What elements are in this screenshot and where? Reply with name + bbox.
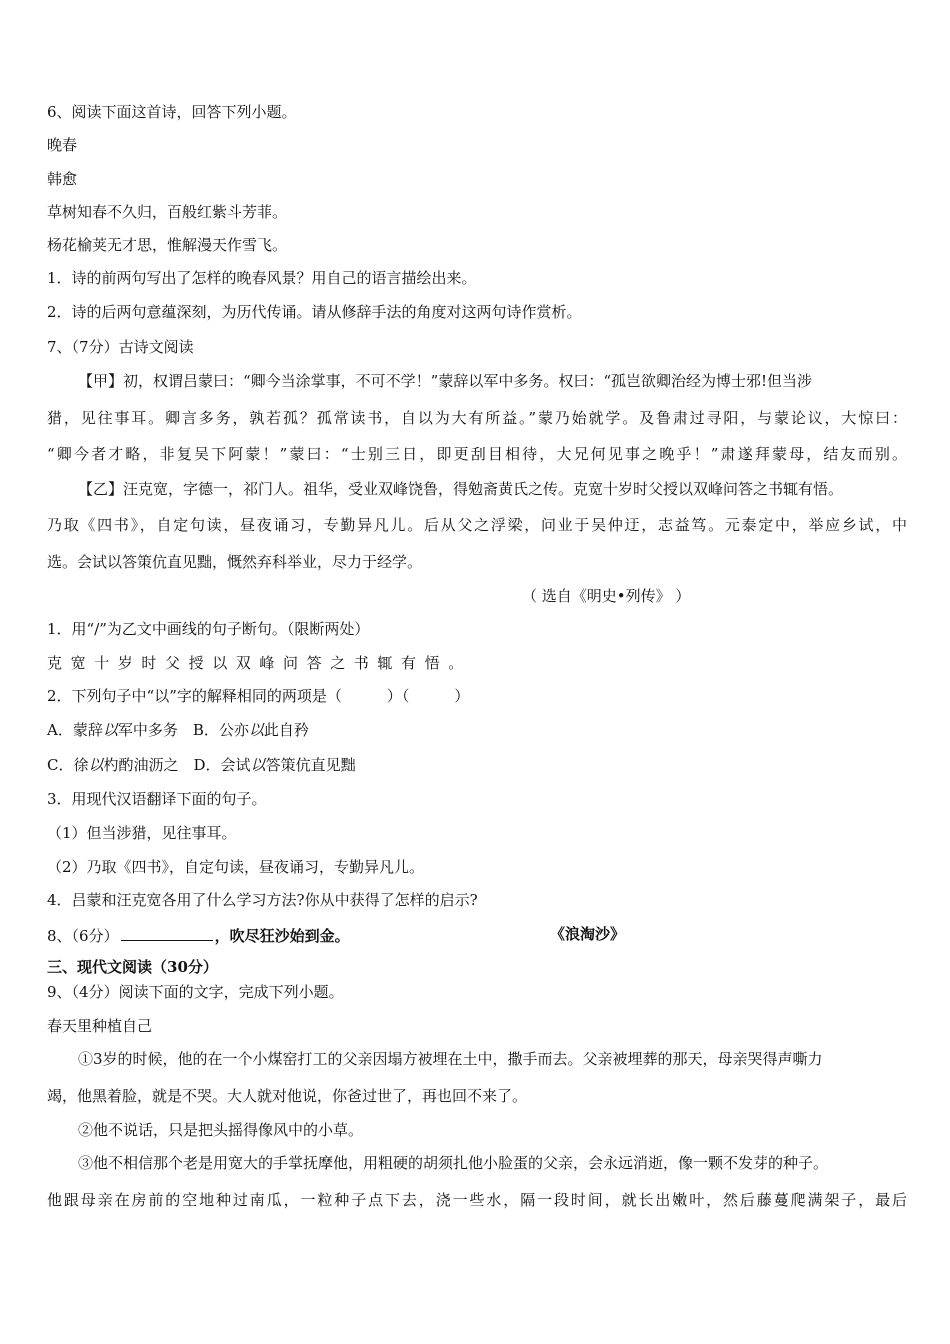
q7-jia-line-1: 【甲】初，权谓吕蒙曰：“卿今当涂掌事，不可不学！”蒙辞以军中多务。权曰：“孤岂欲卿治经为博士邪!但当涉: [78, 372, 813, 390]
q7-sub3-2: （2）乃取《四书》，自定句读，昼夜诵习，专勤异凡儿。: [47, 858, 425, 876]
section3-heading: 三、现代文阅读（30分）: [47, 958, 218, 976]
option-b-post: 此自矜: [263, 721, 309, 739]
q9-p3-line-1: ③他不相信那个老是用宽大的手掌抚摩他，用粗硬的胡须扎他小脸蛋的父亲，会永远消逝，像一颗不发芽的种子。: [78, 1154, 829, 1172]
option-b-em: 以: [248, 721, 264, 739]
q6-sub1: 1．诗的前两句写出了怎样的晚春风景？用自己的语言描绘出来。: [47, 269, 477, 287]
option-a-pre: A．蒙辞: [47, 721, 103, 739]
q8-line: [47, 924, 907, 946]
q9-p3-line-2: 他跟母亲在房前的空地种过南瓜，一粒种子点下去，浇一些水，隔一段时间，就长出嫩叶，然后藤蔓爬满架子，最后: [47, 1191, 907, 1209]
q9-prompt: 9、（4分）阅读下面的文字，完成下列小题。: [47, 983, 344, 1001]
option-c-post: 杓酌油沥之: [103, 756, 194, 774]
option-d-em: 以: [250, 756, 266, 774]
q7-sub3-1: （1）但当涉猎，见往事耳。: [47, 824, 237, 842]
q7-sub3: 3．用现代汉语翻译下面的句子。: [47, 790, 267, 808]
q9-p1-line-1: ①3岁的时候，他的在一个小煤窑打工的父亲因塌方被埋在土中，撒手而去。父亲被埋葬的那天，母亲哭得声嘶力: [78, 1050, 823, 1068]
q7-sub1-sentence: 克宽十岁时父授以双峰问答之书辄有悟。: [47, 654, 472, 672]
q8-text: ，吹尽狂沙始到金。: [214, 927, 350, 945]
q9-p2: ②他不说话，只是把头摇得像风中的小草。: [78, 1121, 364, 1139]
poem-author: 韩愈: [47, 170, 78, 188]
article-title: 春天里种植自己: [47, 1017, 153, 1035]
q6-prompt: 6、阅读下面这首诗，回答下列小题。: [47, 103, 297, 121]
q8-prefix: 8、（6分）: [47, 927, 119, 945]
q7-jia-line-3: “卿今者才略，非复吴下阿蒙！”蒙曰：“士别三日，即更刮目相待，大兄何见事之晚乎！”肃遂拜蒙母，结友而别。: [47, 445, 907, 463]
q7-options-cd: [47, 755, 356, 775]
q7-sub1: 1．用“/”为乙文中画线的句子断句。（限断两处）: [47, 620, 370, 638]
poem-line-2: 杨花榆荚无才思，惟解漫天作雪飞。: [47, 236, 288, 254]
q7-options-ab: [47, 720, 309, 740]
option-c-em: 以: [88, 756, 104, 774]
option-b-pre: B．公亦: [192, 721, 249, 739]
q8-title: 《浪淘沙》: [550, 925, 626, 943]
option-a-em: 以: [102, 721, 118, 739]
q7-sub2: 2．下列句子中“以”字的解释相同的两项是（ ）（ ）: [47, 687, 470, 705]
option-c-pre: C．徐: [47, 756, 89, 774]
q7-yi-line-2: 乃取《四书》，自定句读，昼夜诵习，专勤异凡儿。后从父之浮梁，问业于吴仲迂，志益笃。元泰定中，举应乡试，中: [47, 516, 907, 534]
q7-jia-line-2: 猎，见往事耳。卿言多务，孰若孤？孤常读书，自以为大有所益。”蒙乃始就学。及鲁肃过寻阳，与蒙论议，大惊曰：: [47, 409, 907, 427]
q7-yi-line-3: 选。会试以答策伉直见黜，慨然弃科举业，尽力于经学。: [47, 553, 423, 571]
q7-source: （ 选自《明史•列传》 ）: [522, 587, 691, 605]
q8-blank[interactable]: [121, 924, 213, 941]
q7-sub4: 4．吕蒙和汪克宽各用了什么学习方法?你从中获得了怎样的启示?: [47, 891, 478, 909]
q7-prompt: 7、（7分）古诗文阅读: [47, 338, 194, 356]
poem-line-1: 草树知春不久归，百般红紫斗芳菲。: [47, 203, 288, 221]
q6-sub2: 2．诗的后两句意蕴深刻，为历代传诵。请从修辞手法的角度对这两句诗作赏析。: [47, 303, 582, 321]
q9-p1-line-2: 竭，他黑着脸，就是不哭。大人就对他说，你爸过世了，再也回不来了。: [47, 1087, 528, 1105]
option-d-pre: D．会试: [193, 756, 251, 774]
option-a-post: 军中多务: [117, 721, 193, 739]
poem-title: 晚春: [47, 136, 78, 154]
option-d-post: 答策伉直见黜: [265, 756, 356, 774]
q7-yi-line-1: 【乙】汪克宽，字德一，祁门人。祖华，受业双峰饶鲁，得勉斋黄氏之传。克宽十岁时父授以双峰问答之书辄有悟。: [78, 480, 844, 498]
